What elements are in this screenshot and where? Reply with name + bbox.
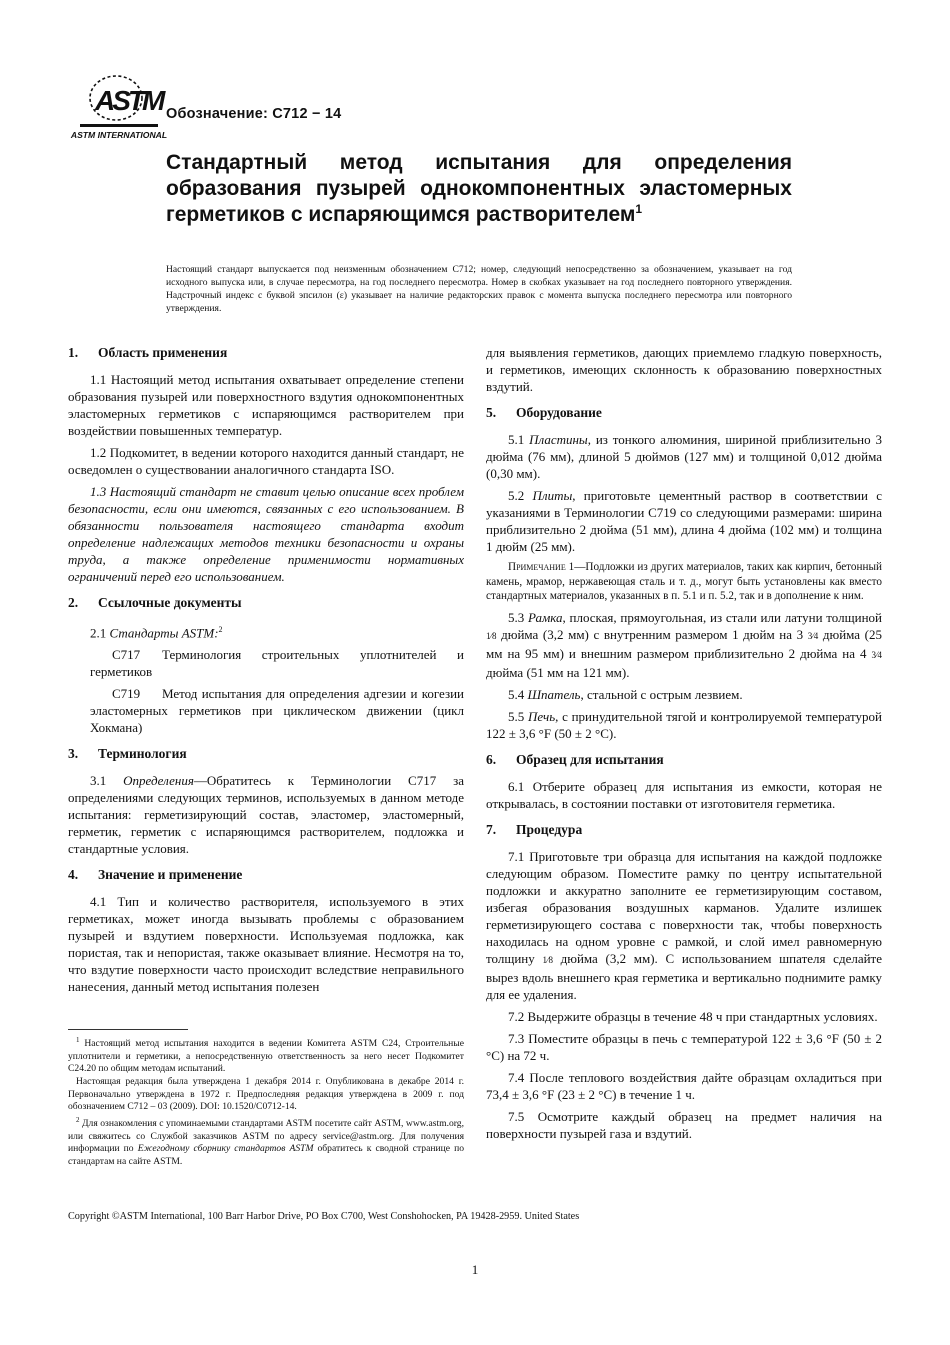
paragraph: 7.3 Поместите образцы в печь с температурой 122 ± 3,6 °F (50 ± 2 °C) на 72 ч. — [486, 1030, 882, 1063]
page-number: 1 — [471, 1262, 479, 1277]
paragraph: 7.5 Осмотрите каждый образец на предмет наличия на поверхности пузырей газа и вздутий. — [486, 1108, 882, 1141]
paragraph: для выявления герметиков, дающих приемлемо гладкую поверхность, и герметиков, имеющих склонность к образованию поверхностных вздутий. — [486, 345, 882, 394]
paragraph: 7.1 Приготовьте три образца для испытания на каждой подложке следующим образом. Поместите рамку по центру испытательной подложки и аккуратно заполните ее герметизирующим составом, избегая образования воздушных карманов. Удалите излишек герметизирующего состава с поверхности так, чтобы поверхность находилась на одном уровне с рамкой, и слой имел равномерную толщину 1⁄8 дюйма (3,2 мм). С использованием шпателя сделайте вырез вдоль внешнего края герметика и вертикально поднимите рамку для ее удаления. — [486, 848, 882, 1002]
paragraph: 5.3 Рамка, плоская, прямоугольная, из стали или латуни толщиной 1⁄8 дюйма (3,2 мм) с внутренним размером 1 дюйм на 3 3⁄4 дюйма (25 мм на 95 мм) и внешним размером приблизительно 2 дюйма на 4 3⁄4 дюйма (51 мм на 121 мм). — [486, 609, 882, 680]
section-heading: 1. Область применения — [68, 345, 228, 360]
paragraph: 5.4 Шпатель, стальной с острым лезвием. — [508, 686, 743, 702]
footnote: $^1$ Настоящий метод испытания находится в ведении Комитета ASTM C24, Строительные уплотнители и герметики, а непосредственную ответственность за него несет Подкомитет C24.20 по общим методам испытаний. — [68, 1036, 464, 1075]
paragraph: 7.2 Выдержите образцы в течение 48 ч при стандартных условиях. — [508, 1008, 878, 1024]
section-heading: 6. Образец для испытания — [486, 751, 664, 767]
paragraph: 7.4 После теплового воздействия дайте образцам охладиться при 73,4 ± 3,6 °F (23 ± 2 °C) в течение 1 ч. — [486, 1069, 882, 1102]
document-title — [166, 150, 792, 228]
paragraph: 1.3 Настоящий стандарт не ставит целью описание всех проблем безопасности, если они имеются, связанных с его использованием. В обязанности пользователя настоящего стандарта входит определение надлежащих методов техники безопасности и охраны труда, а также определение применимости нормативных ограничений перед его использованием. — [68, 484, 464, 584]
section-heading: 3. Терминология — [68, 746, 187, 762]
paragraph: 5.5 Печь, с принудительной тягой и контролируемой температурой 122 ± 3,6 °F (50 ± 2 °C). — [486, 708, 883, 741]
paragraph: 5.2 Плиты, приготовьте цементный раствор в соответствии с указаниями в Терминологии C719 со следующими размерами: ширина приблизительно 2 дюйма (51 мм), длина 4 дюйма (102 мм) и толщина 1 дюйм (25 мм). — [486, 488, 882, 554]
designation: Обозначение: C712 − 14 — [166, 106, 342, 122]
svg-text:ASTM: ASTM — [95, 85, 163, 116]
right-column — [486, 344, 882, 1147]
astm-logo — [70, 72, 168, 142]
paragraph: 1.2 Подкомитет, в ведении которого находится данный стандарт, не осведомлен о существовании аналогичного стандарта ISO. — [68, 445, 464, 477]
paragraph: 5.1 Пластины, из тонкого алюминия, шириной приблизительно 3 дюйма (76 мм), длиной 5 дюймов (127 мм) и толщиной 0,012 дюйма (0,30 мм). — [486, 432, 882, 481]
standard-notice: Настоящий стандарт выпускается под неизменным обозначением C712; номер, следующий непосредственно за обозначением, указывает на год исходного выпуска или, в случае пересмотра, на год последнего пересмотра. Номер в скобках указывает на год последнего повторного утверждения. Надстрочный индекс с буквой эпсилон (ε) указывает на наличие редакторских правок с момента выпуска последнего пересмотра или повторного утверждения. — [166, 264, 792, 314]
footnotes — [68, 1034, 464, 1168]
reference-item: C719 Метод испытания для определения адгезии и когезии эластомерных герметиков при циклическом движении (цикл Хокмана) — [90, 686, 464, 736]
reference-item: C717 Терминология строительных уплотнителей и герметиков — [90, 647, 464, 680]
section-heading: 4. Значение и применение — [68, 867, 243, 883]
section-heading: 5. Оборудование — [486, 405, 602, 420]
footnote: $^2$ Для ознакомления с упоминаемыми стандартами ASTM посетите сайт ASTM, www.astm.org, или свяжитесь со Службой заказчиков ASTM по адресу service@astm.org. Для получения информации по Ежегодному сборнику стандартов ASTM обратитесь к сводной странице по стандартам на сайте ASTM. — [68, 1115, 464, 1167]
note: Примечание 1—Подложки из других материалов, таких как кирпич, бетонный камень, мрамор, нержавеющая сталь и т. д., могут быть установлены как вместо стандартных материалов, указанных в п. 5.1 и п. 5.2, так и в дополнение к ним. — [486, 561, 882, 602]
paragraph: 6.1 Отберите образец для испытания из емкости, которая не открывалась, в состоянии поставки от изготовителя герметика. — [486, 778, 882, 811]
section-heading: 7. Процедура — [486, 821, 583, 837]
title-footnote-ref: 1 — [635, 202, 643, 216]
section-heading: 2. Ссылочные документы — [68, 595, 242, 610]
logo-text: ASTM INTERNATIONAL — [70, 130, 168, 140]
footnote-separator — [68, 1029, 188, 1030]
paragraph: 1.1 Настоящий метод испытания охватывает определение степени образования пузырей или поверхностного вздутия однокомпонентных эластомерных герметиков с испаряющимся растворителем при воздействии повышенных температур. — [68, 372, 464, 438]
paragraph: 3.1 Определения—Обратитесь к Терминологии C717 за определениями следующих терминов, используемых в данном методе испытания: герметизирующий состав, эластомер, эластомерный, герметик, герметик с испаряющимся растворителем, подложка и стандартные условия. — [68, 773, 464, 857]
paragraph: 2.1 Стандарты ASTM:$^2$ — [90, 625, 223, 641]
copyright: Copyright ©ASTM International, 100 Barr Harbor Drive, PO Box C700, West Conshohocken, PA 19428-2959. United States — [68, 1211, 580, 1222]
paragraph: 4.1 Тип и количество растворителя, используемого в этих герметиках, может иногда вызывать проблемы с образованием пузырей и вздутием поверхности. Используемая подложка, как пористая, так и непористая, также оказывает влияние. Несмотря на то, что вздутие поверхности часто происходит вследствие неправильного нанесения, данный метод испытания полезен — [68, 894, 464, 995]
footnote: Настоящая редакция была утверждена 1 декабря 2014 г. Опубликована в декабре 2014 г. Первоначально утверждена в 1972 г. Предпоследняя редакция утверждена в 2009 г. под обозначением C712 – 03 (2009). DOI: 10.1520/C0712-14. — [68, 1075, 464, 1113]
left-column — [68, 344, 464, 1000]
title-text: Стандартный метод испытания для определения образования пузырей однокомпонентных эластомерных герметиков с испаряющимся растворителем — [166, 151, 792, 226]
